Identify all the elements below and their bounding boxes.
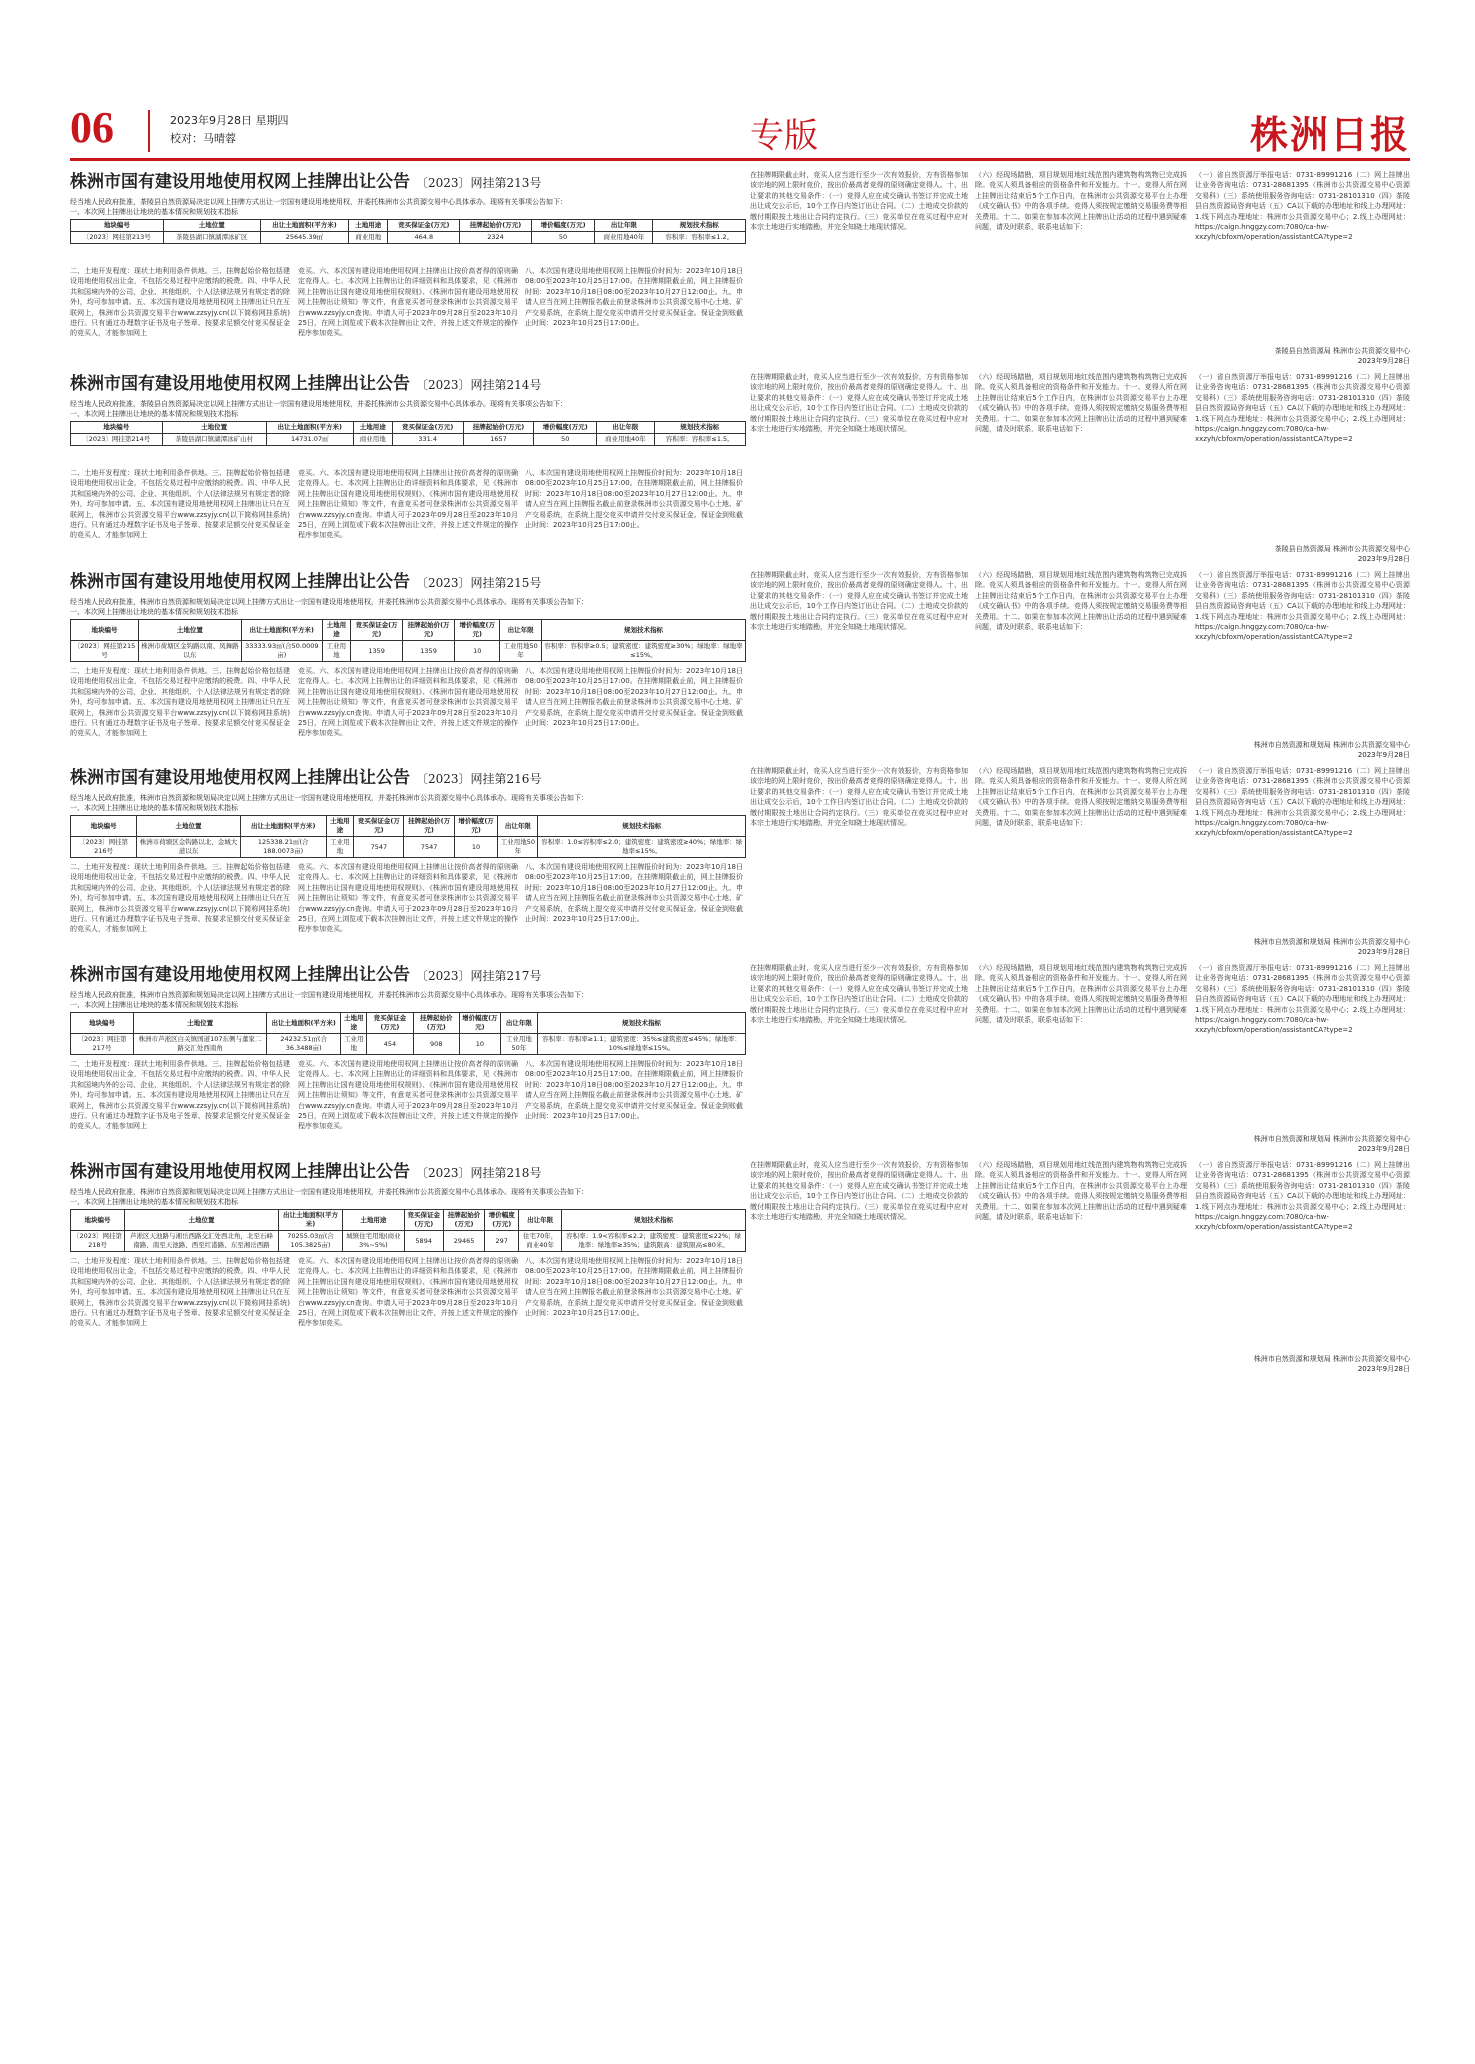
- table-cell: 5894: [404, 1231, 443, 1252]
- notice-intro: 经当地人民政府批准，茶陵县自然资源局决定以网上挂牌方式出让一宗国有建设用地使用权，并委托株洲市公共资源交易中心具体承办。现将有关事项公告如下：: [70, 400, 567, 408]
- table-header-cell: 出让年限: [597, 422, 654, 434]
- notice-signature: 株洲市自然资源和规划局 株洲市公共资源交易中心: [1253, 741, 1410, 749]
- table-cell: 50: [531, 232, 594, 244]
- table-header-cell: 规划技术指标: [538, 1013, 746, 1034]
- notice-subhead: 一、本次网上挂牌出让地块的基本情况和规划技术指标: [70, 1198, 238, 1206]
- table-cell: 〔2023〕网挂第214号: [71, 434, 163, 446]
- table-cell: 〔2023〕网挂第218号: [71, 1231, 125, 1252]
- table-header-cell: 出让年限: [500, 1013, 537, 1034]
- body-text-column: 竞买。六、本次国有建设用地使用权网上挂牌出让按价高者得的原则确定竞得人。七、本次网上挂牌出让的详细资料和具体要求，见《株洲市网上挂牌出让国有建设用地使用权规则》、《株洲市国有建设用地使用权网上挂牌出让须知》等文件，有意竞买者可登录株洲市公共资源交易平台www.zzsyjy.cn查询。申请人可于2023年09月28日至2023年10月25日，在网上浏览或下载本次挂牌出让文件，并按上述文件规定的操作程序参加竞买。: [298, 667, 518, 738]
- notice-title-text: 株洲市国有建设用地使用权网上挂牌出让公告: [70, 172, 410, 192]
- notice-title-text: 株洲市国有建设用地使用权网上挂牌出让公告: [70, 1162, 410, 1182]
- notice-intro: 经当地人民政府批准，株洲市自然资源和规划局决定以网上挂牌方式出让一宗国有建设用地使用权，并委托株洲市公共资源交易中心具体承办。现将有关事项公告如下：: [70, 598, 588, 606]
- table-row: [71, 1231, 746, 1252]
- body-text-column: 二、土地开发程度：现状土地利用条件供地。三、挂牌起始价格包括建设用地使用权出让金，不包括交易过程中应缴纳的税费。四、中华人民共和国境内外的公司、企业、其他组织、个人(法律法规另有规定者的除外)，均可参加申请。五、本次国有建设用地使用权网上挂牌出让只在互联网上，株洲市公共资源交易平台www.zzsyjy.cn(以下简称网挂系统)进行。只有通过办理数字证书及电子签章、按要求足额交付竞买保证金的竞买人，才能参加网上: [70, 267, 290, 338]
- body-text-column: 八、本次国有建设用地使用权网上挂牌报价时间为：2023年10月18日08:00至2023年10月25日17:00。在挂牌期限截止前，网上挂牌报价时间：2023年10月18日08:00至2023年10月27日12:00止。九、申请人应当在网上挂牌报名截止前登录株洲市公共资源交易中心土地、矿产交易系统，在系统上提交竞买申请并交付竞买保证金。保证金到账截止时间：2023年10月25日17:00止。: [525, 469, 743, 530]
- table-cell: 商业用地40年: [597, 434, 654, 446]
- land-parcel-table: [70, 1012, 746, 1055]
- table-header-cell: 出让土地面积(平方米): [260, 220, 348, 232]
- table-cell: 工业用地50年: [498, 837, 538, 858]
- table-header-cell: 地块编号: [71, 1013, 134, 1034]
- table-cell: 29465: [443, 1231, 484, 1252]
- notice-signature: 茶陵县自然资源局 株洲市公共资源交易中心: [1274, 545, 1410, 553]
- table-header-cell: 土地用途: [341, 1013, 367, 1034]
- table-cell: 10: [459, 1034, 500, 1055]
- land-auction-notice: [70, 963, 1410, 1154]
- body-text-column: （六）经现场踏勘，项目规划用地红线范围内建筑物构筑物已完成拆除。竞买人须具备相应的资格条件和开发能力。十一、竞得人所在网上挂牌出让结束后5个工作日内，在株洲市公共资源交易平台上办理《成交确认书》中的各项手续。竞得人须按规定缴纳交易服务费等相关费用。十二、如果在参加本次网上挂牌出让活动的过程中遇到疑难问题，请及时联系，联系电话如下：: [975, 373, 1187, 434]
- table-cell: 容积率：容积率≤1.2。: [653, 232, 746, 244]
- notice-date: 2023年9月28日: [1357, 357, 1410, 365]
- body-text-column: 在挂牌期限截止时，竞买人应当进行至少一次有效报价，方有资格参加该宗地的网上限时竞价，按出价最高者竞得的原则确定竞得人。十、出让要求的其他交易条件：（一）竞得人应在成交确认书签订并完成土地出让成交公示后，10个工作日内签订出让合同。（二）土地成交价款的缴付期限按土地出让合同约定执行。（三）竞买单位在竞买过程中应对本宗土地进行实地踏勘，并完全知晓土地现状情况。: [750, 1161, 968, 1222]
- body-text-column: （六）经现场踏勘，项目规划用地红线范围内建筑物构筑物已完成拆除。竞买人须具备相应的资格条件和开发能力。十一、竞得人所在网上挂牌出让结束后5个工作日内，在株洲市公共资源交易平台上办理《成交确认书》中的各项手续。竞得人须按规定缴纳交易服务费等相关费用。十二、如果在参加本次网上挂牌出让活动的过程中遇到疑难问题，请及时联系，联系电话如下：: [975, 571, 1187, 632]
- notice-title-text: 株洲市国有建设用地使用权网上挂牌出让公告: [70, 374, 410, 394]
- table-header-cell: 地块编号: [71, 422, 163, 434]
- table-cell: 茶陵县湖口镇湖潭冰矿山村: [162, 434, 266, 446]
- table-cell: 商业用地: [353, 434, 392, 446]
- body-text-column: 竞买。六、本次国有建设用地使用权网上挂牌出让按价高者得的原则确定竞得人。七、本次网上挂牌出让的详细资料和具体要求，见《株洲市网上挂牌出让国有建设用地使用权规则》、《株洲市国有建设用地使用权网上挂牌出让须知》等文件，有意竞买者可登录株洲市公共资源交易平台www.zzsyjy.cn查询。申请人可于2023年09月28日至2023年10月25日，在网上浏览或下载本次挂牌出让文件，并按上述文件规定的操作程序参加竞买。: [298, 1257, 518, 1328]
- table-cell: 1359: [403, 641, 455, 662]
- table-cell: 331.4: [392, 434, 463, 446]
- notice-date: 2023年9月28日: [1357, 1145, 1410, 1153]
- body-text-column: 竞买。六、本次国有建设用地使用权网上挂牌出让按价高者得的原则确定竞得人。七、本次网上挂牌出让的详细资料和具体要求，见《株洲市网上挂牌出让国有建设用地使用权规则》、《株洲市国有建设用地使用权网上挂牌出让须知》等文件，有意竞买者可登录株洲市公共资源交易平台www.zzsyjy.cn查询。申请人可于2023年09月28日至2023年10月25日，在网上浏览或下载本次挂牌出让文件，并按上述文件规定的操作程序参加竞买。: [298, 1060, 518, 1131]
- notice-number: 〔2023〕网挂第215号: [416, 576, 542, 590]
- notice-number: 〔2023〕网挂第216号: [416, 772, 542, 786]
- notice-title-text: 株洲市国有建设用地使用权网上挂牌出让公告: [70, 965, 410, 985]
- newspaper-masthead: 株洲日报: [1249, 112, 1410, 157]
- table-cell: 工业用地: [322, 641, 350, 662]
- table-cell: 〔2023〕网挂第215号: [71, 641, 139, 662]
- page-number: 06: [70, 103, 114, 152]
- body-text-column: （一）省自然资源厅举报电话：0731-89991216（二）网上挂牌出让业务咨询电话：0731-28681395（株洲市公共资源交易中心资源交易科）（三）系统使用服务咨询电话：0731-28101310（四）茶陵县自然资源局咨询电话（五）CA以下载的办理地址和线上办理网址：1.线下网点办理地址：株洲市公共资源交易中心；2.线上办理网址：https://caign.hnggzy.com:7080/ca-hw-xxzyh/cbfoxm/operation/assistantCA?type=2: [1195, 1161, 1410, 1232]
- body-text-column: （一）省自然资源厅举报电话：0731-89991216（二）网上挂牌出让业务咨询电话：0731-28681395（株洲市公共资源交易中心资源交易科）（三）系统使用服务咨询电话：0731-28101310（四）茶陵县自然资源局咨询电话（五）CA以下载的办理地址和线上办理网址：1.线下网点办理地址：株洲市公共资源交易中心；2.线上办理网址：https://caign.hnggzy.com:7080/ca-hw-xxzyh/cbfoxm/operation/assistantCA?type=2: [1195, 767, 1410, 838]
- table-cell: 容积率：容积率≥0.5；建筑密度：建筑密度≥30%；绿地率：绿地率≤15%。: [541, 641, 745, 662]
- notice-intro: 经当地人民政府批准，株洲市自然资源和规划局决定以网上挂牌方式出让一宗国有建设用地使用权，并委托株洲市公共资源交易中心具体承办。现将有关事项公告如下：: [70, 1188, 588, 1196]
- body-text-column: 八、本次国有建设用地使用权网上挂牌报价时间为：2023年10月18日08:00至2023年10月25日17:00。在挂牌期限截止前，网上挂牌报价时间：2023年10月18日08:00至2023年10月27日12:00止。九、申请人应当在网上挂牌报名截止前登录株洲市公共资源交易中心土地、矿产交易系统，在系统上提交竞买申请并交付竞买保证金。保证金到账截止时间：2023年10月25日17:00止。: [525, 1257, 743, 1318]
- notice-intro: 经当地人民政府批准，茶陵县自然资源局决定以网上挂牌方式出让一宗国有建设用地使用权，并委托株洲市公共资源交易中心具体承办。现将有关事项公告如下：: [70, 198, 567, 206]
- table-header-cell: 挂牌起始价(万元): [463, 422, 534, 434]
- notice-signature: 茶陵县自然资源局 株洲市公共资源交易中心: [1274, 347, 1410, 355]
- land-auction-notice: [70, 570, 1410, 760]
- table-header-cell: 竞买保证金(万元): [404, 1210, 443, 1231]
- table-cell: 城镇住宅用地(商业3%~5%): [343, 1231, 404, 1252]
- table-header-cell: 增价幅度(万元): [455, 620, 500, 641]
- table-row: [71, 1034, 746, 1055]
- body-text-column: 二、土地开发程度：现状土地利用条件供地。三、挂牌起始价格包括建设用地使用权出让金，不包括交易过程中应缴纳的税费。四、中华人民共和国境内外的公司、企业、其他组织、个人(法律法规另有规定者的除外)，均可参加申请。五、本次国有建设用地使用权网上挂牌出让只在互联网上，株洲市公共资源交易平台www.zzsyjy.cn(以下简称网挂系统)进行。只有通过办理数字证书及电子签章、按要求足额交付竞买保证金的竞买人，才能参加网上: [70, 667, 290, 738]
- table-header-cell: 出让年限: [595, 220, 653, 232]
- table-header-cell: 规划技术指标: [541, 620, 745, 641]
- table-header-cell: 土地用途: [326, 816, 354, 837]
- table-cell: 工业用地: [326, 837, 354, 858]
- body-text-column: （六）经现场踏勘，项目规划用地红线范围内建筑物构筑物已完成拆除。竞买人须具备相应的资格条件和开发能力。十一、竞得人所在网上挂牌出让结束后5个工作日内，在株洲市公共资源交易平台上办理《成交确认书》中的各项手续。竞得人须按规定缴纳交易服务费等相关费用。十二、如果在参加本次网上挂牌出让活动的过程中遇到疑难问题，请及时联系，联系电话如下：: [975, 1161, 1187, 1222]
- land-auction-notice: [70, 1160, 1410, 1374]
- table-header-cell: 挂牌起始价(万元): [404, 816, 454, 837]
- table-cell: 茶陵县湖口镇湖潭冰矿区: [163, 232, 260, 244]
- table-header-cell: 规划技术指标: [653, 220, 746, 232]
- body-text-column: 竞买。六、本次国有建设用地使用权网上挂牌出让按价高者得的原则确定竞得人。七、本次网上挂牌出让的详细资料和具体要求，见《株洲市网上挂牌出让国有建设用地使用权规则》、《株洲市国有建设用地使用权网上挂牌出让须知》等文件，有意竞买者可登录株洲市公共资源交易平台www.zzsyjy.cn查询。申请人可于2023年09月28日至2023年10月25日，在网上浏览或下载本次挂牌出让文件，并按上述文件规定的操作程序参加竞买。: [298, 267, 518, 338]
- table-cell: 25645.39㎡: [260, 232, 348, 244]
- table-header-cell: 出让土地面积(平方米): [240, 816, 326, 837]
- table-header-cell: 地块编号: [71, 816, 137, 837]
- body-text-column: （六）经现场踏勘，项目规划用地红线范围内建筑物构筑物已完成拆除。竞买人须具备相应的资格条件和开发能力。十一、竞得人所在网上挂牌出让结束后5个工作日内，在株洲市公共资源交易平台上办理《成交确认书》中的各项手续。竞得人须按规定缴纳交易服务费等相关费用。十二、如果在参加本次网上挂牌出让活动的过程中遇到疑难问题，请及时联系，联系电话如下：: [975, 767, 1187, 828]
- land-parcel-table: [70, 219, 746, 244]
- land-parcel-table: [70, 421, 746, 446]
- land-parcel-table: [70, 619, 746, 662]
- body-text-column: （六）经现场踏勘，项目规划用地红线范围内建筑物构筑物已完成拆除。竞买人须具备相应的资格条件和开发能力。十一、竞得人所在网上挂牌出让结束后5个工作日内，在株洲市公共资源交易平台上办理《成交确认书》中的各项手续。竞得人须按规定缴纳交易服务费等相关费用。十二、如果在参加本次网上挂牌出让活动的过程中遇到疑难问题，请及时联系，联系电话如下：: [975, 964, 1187, 1025]
- table-header-cell: 挂牌起始价(万元): [403, 620, 455, 641]
- body-text-column: （六）经现场踏勘，项目规划用地红线范围内建筑物构筑物已完成拆除。竞买人须具备相应的资格条件和开发能力。十一、竞得人所在网上挂牌出让结束后5个工作日内，在株洲市公共资源交易平台上办理《成交确认书》中的各项手续。竞得人须按规定缴纳交易服务费等相关费用。十二、如果在参加本次网上挂牌出让活动的过程中遇到疑难问题，请及时联系，联系电话如下：: [975, 171, 1187, 232]
- table-header-cell: 土地位置: [125, 1210, 279, 1231]
- notice-signature: 株洲市自然资源和规划局 株洲市公共资源交易中心: [1253, 938, 1410, 946]
- table-cell: 工业用地50年: [500, 1034, 537, 1055]
- land-parcel-table: [70, 815, 746, 858]
- table-header-cell: 竞买保证金(万元): [388, 220, 460, 232]
- table-cell: 容积率：1.9<容积率≤2.2；建筑密度：建筑密度≤22%；绿地率：绿地率≥35%；建筑限高：建筑限高≤80米。: [562, 1231, 746, 1252]
- body-text-column: 竞买。六、本次国有建设用地使用权网上挂牌出让按价高者得的原则确定竞得人。七、本次网上挂牌出让的详细资料和具体要求，见《株洲市网上挂牌出让国有建设用地使用权规则》、《株洲市国有建设用地使用权网上挂牌出让须知》等文件，有意竞买者可登录株洲市公共资源交易平台www.zzsyjy.cn查询。申请人可于2023年09月28日至2023年10月25日，在网上浏览或下载本次挂牌出让文件，并按上述文件规定的操作程序参加竞买。: [298, 469, 518, 540]
- table-cell: 1359: [351, 641, 403, 662]
- table-cell: 10: [454, 837, 498, 858]
- body-text-column: 在挂牌期限截止时，竞买人应当进行至少一次有效报价，方有资格参加该宗地的网上限时竞价，按出价最高者竞得的原则确定竞得人。十、出让要求的其他交易条件：（一）竞得人应在成交确认书签订并完成土地出让成交公示后，10个工作日内签订出让合同。（二）土地成交价款的缴付期限按土地出让合同约定执行。（三）竞买单位在竞买过程中应对本宗土地进行实地踏勘，并完全知晓土地现状情况。: [750, 964, 968, 1025]
- table-header-cell: 出让年限: [500, 620, 542, 641]
- table-cell: 工业用地50年: [500, 641, 542, 662]
- table-header-cell: 规划技术指标: [538, 816, 746, 837]
- land-auction-notice: [70, 372, 1410, 564]
- table-header-cell: 土地位置: [138, 620, 241, 641]
- notice-number: 〔2023〕网挂第213号: [416, 176, 542, 190]
- body-text-column: 八、本次国有建设用地使用权网上挂牌报价时间为：2023年10月18日08:00至2023年10月25日17:00。在挂牌期限截止前，网上挂牌报价时间：2023年10月18日08:00至2023年10月27日12:00止。九、申请人应当在网上挂牌报名截止前登录株洲市公共资源交易中心土地、矿产交易系统，在系统上提交竞买申请并交付竞买保证金。保证金到账截止时间：2023年10月25日17:00止。: [525, 267, 743, 328]
- table-header-cell: 竞买保证金(万元): [392, 422, 463, 434]
- table-header-cell: 土地用途: [322, 620, 350, 641]
- table-cell: 33333.93㎡(合50.0009亩): [241, 641, 322, 662]
- body-text-column: 在挂牌期限截止时，竞买人应当进行至少一次有效报价，方有资格参加该宗地的网上限时竞价，按出价最高者竞得的原则确定竞得人。十、出让要求的其他交易条件：（一）竞得人应在成交确认书签订并完成土地出让成交公示后，10个工作日内签订出让合同。（二）土地成交价款的缴付期限按土地出让合同约定执行。（三）竞买单位在竞买过程中应对本宗土地进行实地踏勘，并完全知晓土地现状情况。: [750, 171, 968, 232]
- table-header-cell: 增价幅度(万元): [485, 1210, 519, 1231]
- header-rule: [70, 158, 1410, 161]
- notice-subhead: 一、本次网上挂牌出让地块的基本情况和规划技术指标: [70, 1001, 238, 1009]
- table-cell: 〔2023〕网挂第216号: [71, 837, 137, 858]
- body-text-column: 在挂牌期限截止时，竞买人应当进行至少一次有效报价，方有资格参加该宗地的网上限时竞价，按出价最高者竞得的原则确定竞得人。十、出让要求的其他交易条件：（一）竞得人应在成交确认书签订并完成土地出让成交公示后，10个工作日内签订出让合同。（二）土地成交价款的缴付期限按土地出让合同约定执行。（三）竞买单位在竞买过程中应对本宗土地进行实地踏勘，并完全知晓土地现状情况。: [750, 767, 968, 828]
- body-text-column: （一）省自然资源厅举报电话：0731-89991216（二）网上挂牌出让业务咨询电话：0731-28681395（株洲市公共资源交易中心资源交易科）（三）系统使用服务咨询电话：0731-28101310（四）茶陵县自然资源局咨询电话（五）CA以下载的办理地址和线上办理网址：1.线下网点办理地址：株洲市公共资源交易中心；2.线上办理网址：https://caign.hnggzy.com:7080/ca-hw-xxzyh/cbfoxm/operation/assistantCA?type=2: [1195, 373, 1410, 444]
- notice-signature: 株洲市自然资源和规划局 株洲市公共资源交易中心: [1253, 1355, 1410, 1363]
- table-header-cell: 出让年限: [519, 1210, 562, 1231]
- table-header-cell: 地块编号: [71, 220, 164, 232]
- table-header-cell: 地块编号: [71, 1210, 125, 1231]
- table-cell: 商业用地40年: [595, 232, 653, 244]
- table-cell: 商业用地: [349, 232, 388, 244]
- table-header-cell: 竞买保证金(万元): [351, 620, 403, 641]
- table-header-cell: 土地用途: [353, 422, 392, 434]
- table-cell: 14731.07㎡: [266, 434, 353, 446]
- table-header-cell: 土地位置: [134, 1013, 267, 1034]
- table-cell: 容积率：1.0≤容积率≤2.0；建筑密度：建筑密度≥40%；绿地率：绿地率≤15%。: [538, 837, 746, 858]
- table-header-cell: 土地位置: [163, 220, 260, 232]
- table-cell: 10: [455, 641, 500, 662]
- table-cell: 容积率：容积率≥1.1；建筑密度：35%≤建筑密度≤45%；绿地率：10%≤绿地率≤15%。: [538, 1034, 746, 1055]
- notice-date: 2023年9月28日: [1357, 948, 1410, 956]
- notice-date: 2023年9月28日: [1357, 751, 1410, 759]
- table-cell: 464.8: [388, 232, 460, 244]
- table-cell: 住宅70年，商业40年: [519, 1231, 562, 1252]
- editor-line: 校对：马晴蓉: [170, 132, 236, 145]
- table-header-cell: 竞买保证金(万元): [367, 1013, 413, 1034]
- table-cell: 7547: [354, 837, 404, 858]
- table-header-cell: 出让土地面积(平方米): [278, 1210, 342, 1231]
- notice-subhead: 一、本次网上挂牌出让地块的基本情况和规划技术指标: [70, 410, 238, 418]
- table-header-cell: 出让土地面积(平方米): [267, 1013, 341, 1034]
- notice-date: 2023年9月28日: [1357, 1365, 1410, 1373]
- notice-title-text: 株洲市国有建设用地使用权网上挂牌出让公告: [70, 572, 410, 592]
- table-header-cell: 地块编号: [71, 620, 139, 641]
- notice-number: 〔2023〕网挂第217号: [416, 969, 542, 983]
- notice-date: 2023年9月28日: [1357, 555, 1410, 563]
- body-text-column: 八、本次国有建设用地使用权网上挂牌报价时间为：2023年10月18日08:00至2023年10月25日17:00。在挂牌期限截止前，网上挂牌报价时间：2023年10月18日08:00至2023年10月27日12:00止。九、申请人应当在网上挂牌报名截止前登录株洲市公共资源交易中心土地、矿产交易系统，在系统上提交竞买申请并交付竞买保证金。保证金到账截止时间：2023年10月25日17:00止。: [525, 1060, 743, 1121]
- table-header-cell: 增价幅度(万元): [534, 422, 597, 434]
- table-header-cell: 竞买保证金(万元): [354, 816, 404, 837]
- table-row: [71, 641, 746, 662]
- table-cell: 70255.03㎡(合105.3825亩): [278, 1231, 342, 1252]
- table-header-cell: 规划技术指标: [562, 1210, 746, 1231]
- section-title: 专版: [750, 116, 818, 156]
- notice-number: 〔2023〕网挂第218号: [416, 1166, 542, 1180]
- body-text-column: 二、土地开发程度：现状土地利用条件供地。三、挂牌起始价格包括建设用地使用权出让金，不包括交易过程中应缴纳的税费。四、中华人民共和国境内外的公司、企业、其他组织、个人(法律法规另有规定者的除外)，均可参加申请。五、本次国有建设用地使用权网上挂牌出让只在互联网上，株洲市公共资源交易平台www.zzsyjy.cn(以下简称网挂系统)进行。只有通过办理数字证书及电子签章、按要求足额交付竞买保证金的竞买人，才能参加网上: [70, 863, 290, 934]
- notice-intro: 经当地人民政府批准，株洲市自然资源和规划局决定以网上挂牌方式出让一宗国有建设用地使用权，并委托株洲市公共资源交易中心具体承办。现将有关事项公告如下：: [70, 991, 588, 999]
- body-text-column: （一）省自然资源厅举报电话：0731-89991216（二）网上挂牌出让业务咨询电话：0731-28681395（株洲市公共资源交易中心资源交易科）（三）系统使用服务咨询电话：0731-28101310（四）茶陵县自然资源局咨询电话（五）CA以下载的办理地址和线上办理网址：1.线下网点办理地址：株洲市公共资源交易中心；2.线上办理网址：https://caign.hnggzy.com:7080/ca-hw-xxzyh/cbfoxm/operation/assistantCA?type=2: [1195, 964, 1410, 1035]
- notice-title-text: 株洲市国有建设用地使用权网上挂牌出让公告: [70, 768, 410, 788]
- land-auction-notice: [70, 170, 1410, 366]
- body-text-column: 在挂牌期限截止时，竞买人应当进行至少一次有效报价，方有资格参加该宗地的网上限时竞价，按出价最高者竞得的原则确定竞得人。十、出让要求的其他交易条件：（一）竞得人应在成交确认书签订并完成土地出让成交公示后，10个工作日内签订出让合同。（二）土地成交价款的缴付期限按土地出让合同约定执行。（三）竞买单位在竞买过程中应对本宗土地进行实地踏勘，并完全知晓土地现状情况。: [750, 373, 968, 434]
- table-cell: 株洲市荷塘区金钩路以北、金城大道以东: [137, 837, 241, 858]
- table-cell: 〔2023〕网挂第213号: [71, 232, 164, 244]
- body-text-column: （一）省自然资源厅举报电话：0731-89991216（二）网上挂牌出让业务咨询电话：0731-28681395（株洲市公共资源交易中心资源交易科）（三）系统使用服务咨询电话：0731-28101310（四）茶陵县自然资源局咨询电话（五）CA以下载的办理地址和线上办理网址：1.线下网点办理地址：株洲市公共资源交易中心；2.线上办理网址：https://caign.hnggzy.com:7080/ca-hw-xxzyh/cbfoxm/operation/assistantCA?type=2: [1195, 571, 1410, 642]
- notice-subhead: 一、本次网上挂牌出让地块的基本情况和规划技术指标: [70, 208, 238, 216]
- table-header-cell: 挂牌起始价(万元): [413, 1013, 459, 1034]
- table-cell: 24232.51㎡(合36.3488亩): [267, 1034, 341, 1055]
- notice-number: 〔2023〕网挂第214号: [416, 378, 542, 392]
- table-cell: 芦淞区天池路与湘岳西路交汇处西北角，北至石峰南路、南至天池路、西至红港路、东至湘岳西路: [125, 1231, 279, 1252]
- table-cell: 7547: [404, 837, 454, 858]
- notice-signature: 株洲市自然资源和规划局 株洲市公共资源交易中心: [1253, 1135, 1410, 1143]
- table-header-cell: 土地位置: [137, 816, 241, 837]
- body-text-column: 八、本次国有建设用地使用权网上挂牌报价时间为：2023年10月18日08:00至2023年10月25日17:00。在挂牌期限截止前，网上挂牌报价时间：2023年10月18日08:00至2023年10月27日12:00止。九、申请人应当在网上挂牌报名截止前登录株洲市公共资源交易中心土地、矿产交易系统，在系统上提交竞买申请并交付竞买保证金。保证金到账截止时间：2023年10月25日17:00止。: [525, 863, 743, 924]
- land-parcel-table: [70, 1209, 746, 1252]
- table-header-cell: 增价幅度(万元): [454, 816, 498, 837]
- table-header-cell: 规划技术指标: [654, 422, 745, 434]
- table-cell: 工业用地: [341, 1034, 367, 1055]
- page-header: [70, 103, 1410, 157]
- table-cell: 125338.21㎡(合188.0073亩): [240, 837, 326, 858]
- table-cell: 〔2023〕网挂第217号: [71, 1034, 134, 1055]
- table-header-cell: 土地用途: [343, 1210, 404, 1231]
- table-row: [71, 232, 746, 244]
- table-cell: 454: [367, 1034, 413, 1055]
- table-header-cell: 挂牌起始价(万元): [460, 220, 532, 232]
- table-header-cell: 增价幅度(万元): [531, 220, 594, 232]
- header-divider: [148, 110, 150, 152]
- body-text-column: 二、土地开发程度：现状土地利用条件供地。三、挂牌起始价格包括建设用地使用权出让金，不包括交易过程中应缴纳的税费。四、中华人民共和国境内外的公司、企业、其他组织、个人(法律法规另有规定者的除外)，均可参加申请。五、本次国有建设用地使用权网上挂牌出让只在互联网上，株洲市公共资源交易平台www.zzsyjy.cn(以下简称网挂系统)进行。只有通过办理数字证书及电子签章、按要求足额交付竞买保证金的竞买人，才能参加网上: [70, 1060, 290, 1131]
- table-row: [71, 434, 746, 446]
- notice-subhead: 一、本次网上挂牌出让地块的基本情况和规划技术指标: [70, 608, 238, 616]
- table-cell: 株洲市荷塘区金钩路以南、凤舞路以东: [138, 641, 241, 662]
- body-text-column: 竞买。六、本次国有建设用地使用权网上挂牌出让按价高者得的原则确定竞得人。七、本次网上挂牌出让的详细资料和具体要求，见《株洲市网上挂牌出让国有建设用地使用权规则》、《株洲市国有建设用地使用权网上挂牌出让须知》等文件，有意竞买者可登录株洲市公共资源交易平台www.zzsyjy.cn查询。申请人可于2023年09月28日至2023年10月25日，在网上浏览或下载本次挂牌出让文件，并按上述文件规定的操作程序参加竞买。: [298, 863, 518, 934]
- notice-intro: 经当地人民政府批准，株洲市自然资源和规划局决定以网上挂牌方式出让一宗国有建设用地使用权，并委托株洲市公共资源交易中心具体承办。现将有关事项公告如下：: [70, 794, 588, 802]
- body-text-column: 二、土地开发程度：现状土地利用条件供地。三、挂牌起始价格包括建设用地使用权出让金，不包括交易过程中应缴纳的税费。四、中华人民共和国境内外的公司、企业、其他组织、个人(法律法规另有规定者的除外)，均可参加申请。五、本次国有建设用地使用权网上挂牌出让只在互联网上，株洲市公共资源交易平台www.zzsyjy.cn(以下简称网挂系统)进行。只有通过办理数字证书及电子签章、按要求足额交付竞买保证金的竞买人，才能参加网上: [70, 1257, 290, 1328]
- body-text-column: 二、土地开发程度：现状土地利用条件供地。三、挂牌起始价格包括建设用地使用权出让金，不包括交易过程中应缴纳的税费。四、中华人民共和国境内外的公司、企业、其他组织、个人(法律法规另有规定者的除外)，均可参加申请。五、本次国有建设用地使用权网上挂牌出让只在互联网上，株洲市公共资源交易平台www.zzsyjy.cn(以下简称网挂系统)进行。只有通过办理数字证书及电子签章、按要求足额交付竞买保证金的竞买人，才能参加网上: [70, 469, 290, 540]
- table-header-cell: 出让年限: [498, 816, 538, 837]
- body-text-column: 八、本次国有建设用地使用权网上挂牌报价时间为：2023年10月18日08:00至2023年10月25日17:00。在挂牌期限截止前，网上挂牌报价时间：2023年10月18日08:00至2023年10月27日12:00止。九、申请人应当在网上挂牌报名截止前登录株洲市公共资源交易中心土地、矿产交易系统，在系统上提交竞买申请并交付竞买保证金。保证金到账截止时间：2023年10月25日17:00止。: [525, 667, 743, 728]
- table-cell: 容积率：容积率≤1.5。: [654, 434, 745, 446]
- table-header-cell: 增价幅度(万元): [459, 1013, 500, 1034]
- table-cell: 株洲市芦淞区白关镇国道107东侧与董家二路交汇处西南角: [134, 1034, 267, 1055]
- land-auction-notice: [70, 766, 1410, 957]
- table-header-cell: 土地用途: [349, 220, 388, 232]
- table-row: [71, 837, 746, 858]
- table-header-cell: 出让土地面积(平方米): [266, 422, 353, 434]
- body-text-column: 在挂牌期限截止时，竞买人应当进行至少一次有效报价，方有资格参加该宗地的网上限时竞价，按出价最高者竞得的原则确定竞得人。十、出让要求的其他交易条件：（一）竞得人应在成交确认书签订并完成土地出让成交公示后，10个工作日内签订出让合同。（二）土地成交价款的缴付期限按土地出让合同约定执行。（三）竞买单位在竞买过程中应对本宗土地进行实地踏勘，并完全知晓土地现状情况。: [750, 571, 968, 632]
- body-text-column: （一）省自然资源厅举报电话：0731-89991216（二）网上挂牌出让业务咨询电话：0731-28681395（株洲市公共资源交易中心资源交易科）（三）系统使用服务咨询电话：0731-28101310（四）茶陵县自然资源局咨询电话（五）CA以下载的办理地址和线上办理网址：1.线下网点办理地址：株洲市公共资源交易中心；2.线上办理网址：https://caign.hnggzy.com:7080/ca-hw-xxzyh/cbfoxm/operation/assistantCA?type=2: [1195, 171, 1410, 242]
- table-cell: 297: [485, 1231, 519, 1252]
- table-header-cell: 出让土地面积(平方米): [241, 620, 322, 641]
- table-header-cell: 土地位置: [162, 422, 266, 434]
- table-cell: 50: [534, 434, 597, 446]
- table-cell: 908: [413, 1034, 459, 1055]
- table-header-cell: 挂牌起始价(万元): [443, 1210, 484, 1231]
- table-cell: 1657: [463, 434, 534, 446]
- notice-subhead: 一、本次网上挂牌出让地块的基本情况和规划技术指标: [70, 804, 238, 812]
- date-line: 2023年9月28日 星期四: [170, 114, 289, 127]
- table-cell: 2324: [460, 232, 532, 244]
